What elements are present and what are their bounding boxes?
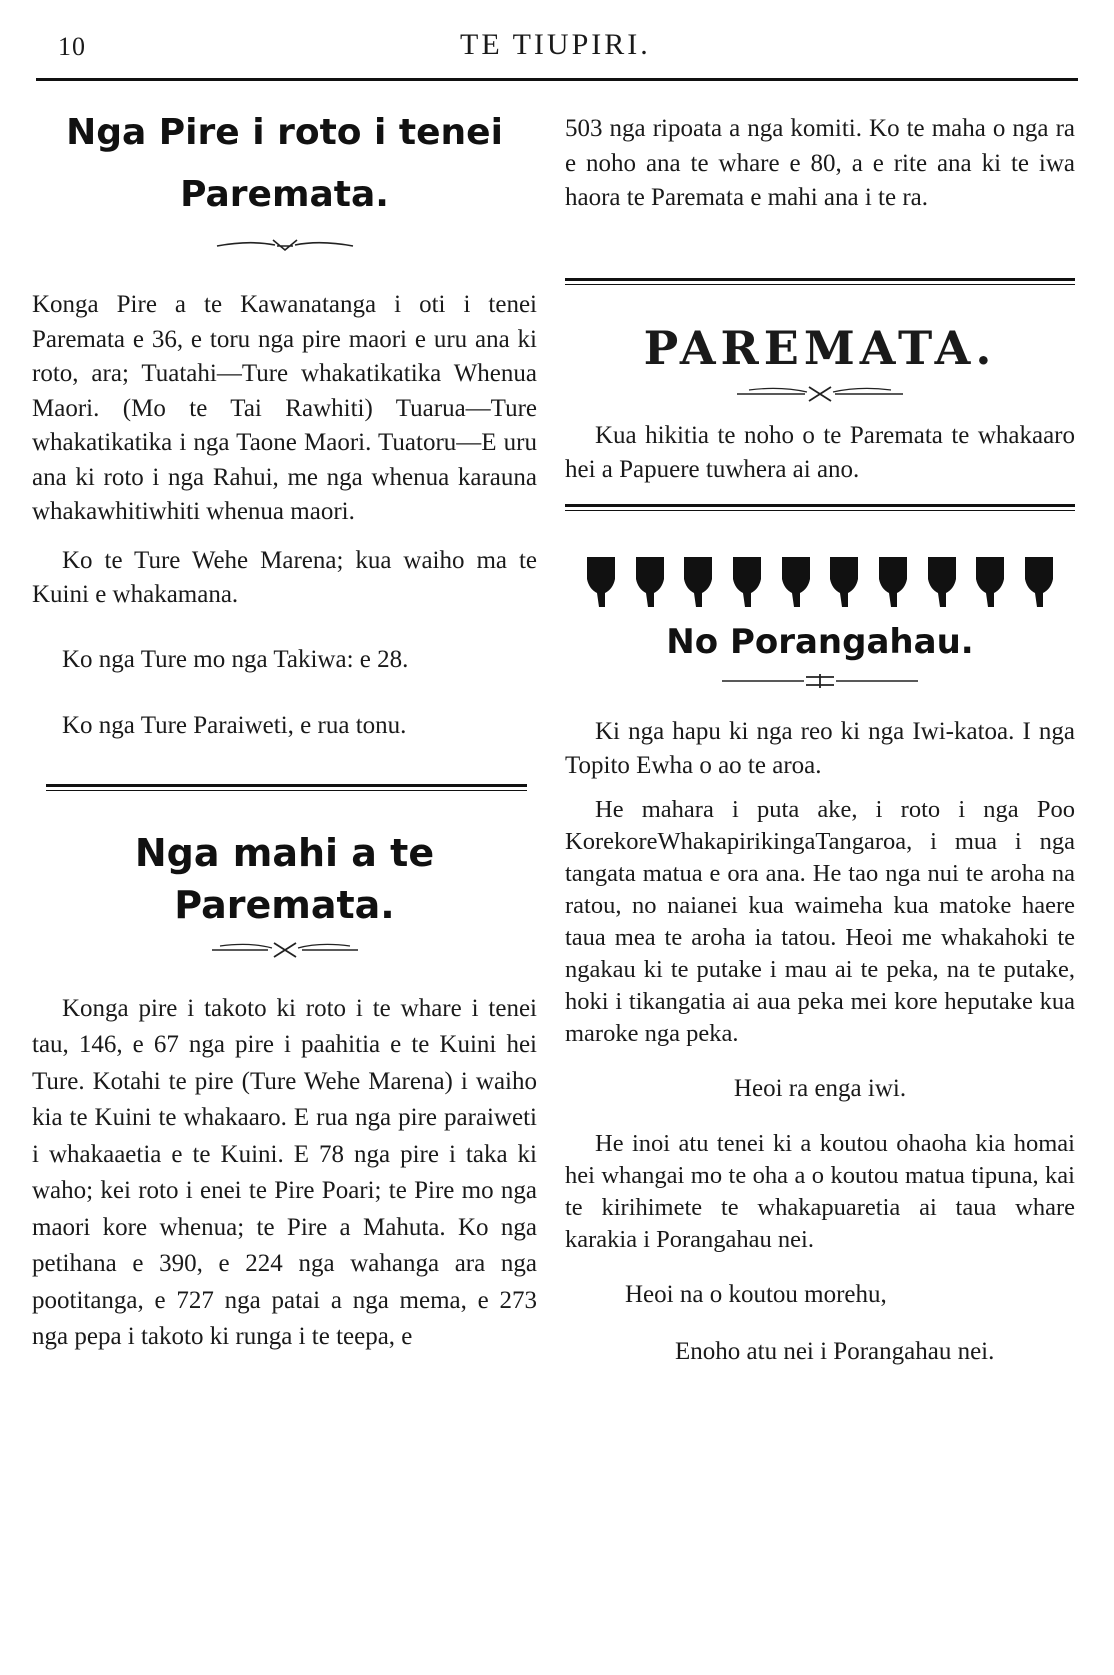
pointing-hand-icon: [583, 555, 619, 609]
private-acts-paragraph: Ko nga Ture Paraiweti, e rua tonu.: [62, 712, 407, 739]
district-acts-paragraph: Ko nga Ture mo nga Takiwa: e 28.: [62, 645, 409, 673]
masthead-title: TE TIUPIRI.: [460, 28, 651, 61]
section-rule: [565, 278, 1075, 285]
flourish-ornament: [210, 939, 360, 961]
right-column: [565, 100, 1075, 1369]
reports-paragraph: 503 nga ripoata a nga komiti. Ko te maha o nga ra e noho ana te whare e 80, a e rite ana ki te iwa haora te Paremata e mahi ana i te ra.: [565, 115, 1075, 211]
pointing-hands-row: [565, 555, 1075, 609]
pointing-hand-icon: [632, 555, 668, 609]
adjournment-paragraph: Kua hikitia te noho o te Paremata te whakaaro hei a Papuere tuwhera ai ano.: [565, 421, 1075, 483]
parliament-work-heading: Nga mahi a te Paremata.: [134, 830, 435, 927]
page-header: [0, 26, 1114, 66]
page-number: 10: [58, 32, 86, 61]
parliament-work-paragraph: Konga pire i takoto ki roto i te whare i tenei tau, 146, e 67 nga pire i paahitia e te Kuini hei Ture. Kotahi te pire (Ture Wehe Marena) i waiho kia te Kuini te whakaaro. E rua nga pire paraiweti i whakaaetia e te Kuini. E 78 nga pire i taka ki waho; kei roto i enei te Pire Poari; te Pire mo nga maori kore whenua; te Pire a Mahuta. Ko nga petihana e 390, e 224 nga wahanga ara nga pootitanga, e 727 nga patai a nga mema, e 273 nga pepa i takoto ki runga i te teepa, e: [32, 994, 537, 1350]
header-rule: [36, 78, 1078, 81]
pointing-hand-icon: [972, 555, 1008, 609]
pointing-hand-icon: [924, 555, 960, 609]
pointing-hand-icon: [729, 555, 765, 609]
paremata-banner: PAREMATA.: [643, 320, 997, 375]
bills-heading-line2: Paremata.: [180, 174, 389, 215]
section-rule: [46, 784, 527, 791]
divorce-act-paragraph: Ko te Ture Wehe Marena; kua waiho ma te Kuini e whakamana.: [32, 546, 537, 608]
porangahau-heading: No Porangahau.: [666, 621, 974, 662]
greeting-paragraph: Ki nga hapu ki nga reo ki nga Iwi-katoa. I nga Topito Ewha o ao te aroa.: [565, 717, 1075, 779]
flourish-ornament: [735, 383, 905, 405]
signoff-place-line: Enoho atu nei i Porangahau nei.: [675, 1337, 995, 1365]
pointing-hand-icon: [778, 555, 814, 609]
left-column: [32, 100, 537, 1356]
appeal-paragraph: He inoi atu tenei ki a koutou ohaoha kia homai hei whangai mo te oha a o koutou matua tipuna, kai te kirihimete te whakapuaretia ai taua whare karakia i Porangahau nei.: [565, 1130, 1075, 1253]
section-rule: [565, 504, 1075, 511]
bills-paragraph: Konga Pire a te Kawanatanga i oti i tenei Paremata e 36, e toru nga pire maori e uru ana ki roto, ara; Tuatahi—Ture whakatikatika Whenua Maori. (Mo te Tai Rawhiti) Tuarua—Ture whakatikatika i nga Taone Maori. Tuatoru—E uru ana ki roto i nga Rahui, me nga whenua karauna whakawhitiwhiti whenua maori.: [32, 291, 537, 525]
message-paragraph: He mahara i puta ake, i roto i nga Poo KorekoreWhakapirikingaTangaroa, i mua i nga tangata matua e ora ana. He tao nga nui te aroha na ratou, no naianei kua waimeha kua matoke haere taua mea te aroha ia tatou. Heoi me whakahoki te ngakau ki te putake i mau ai te peka, na te putake, hoki i tikangatia ai aua peka mei kore heputake kua maroke nga peka.: [565, 795, 1075, 1047]
flourish-ornament: [215, 232, 355, 254]
pointing-hand-icon: [875, 555, 911, 609]
pointing-hand-icon: [1021, 555, 1057, 609]
flourish-ornament: [720, 671, 920, 691]
bills-heading-line1: Nga Pire i roto i tenei: [66, 112, 503, 153]
pointing-hand-icon: [826, 555, 862, 609]
signoff-line: Heoi na o koutou morehu,: [625, 1281, 887, 1308]
pointing-hand-icon: [680, 555, 716, 609]
farewell-line: Heoi ra enga iwi.: [733, 1074, 907, 1102]
